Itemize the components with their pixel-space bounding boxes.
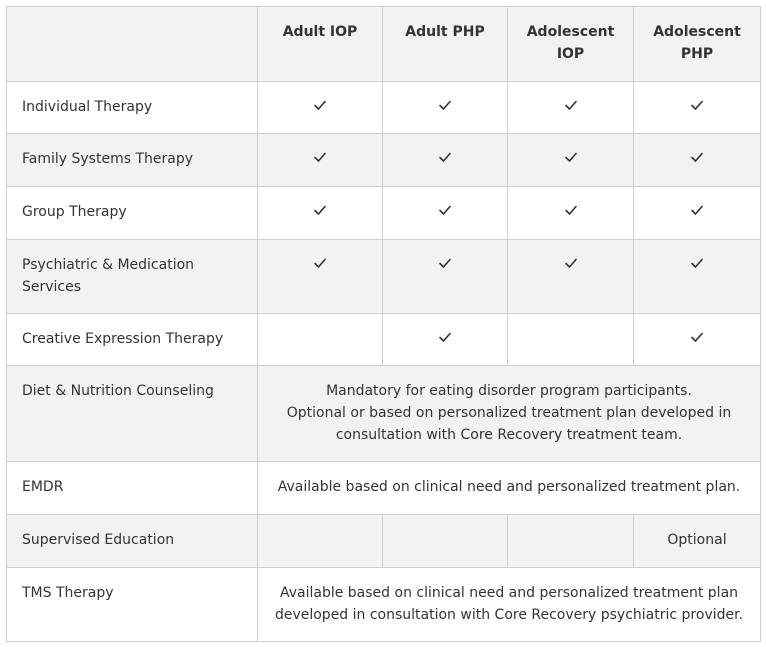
adolescent-iop-cell (508, 515, 634, 568)
checkmark-icon (313, 98, 327, 112)
checkmark-icon (564, 150, 578, 164)
adolescent-iop-cell (508, 82, 634, 134)
adolescent-iop-cell (508, 240, 634, 314)
adult-iop-cell (258, 314, 383, 366)
table-row (7, 134, 761, 187)
table-row (7, 82, 761, 134)
adolescent-php-cell (634, 187, 761, 240)
header-adolescent-php: Adolescent PHP (634, 7, 761, 82)
adolescent-php-cell (634, 82, 761, 134)
table-row (7, 240, 761, 314)
table-row (7, 462, 761, 515)
adult-php-cell (383, 240, 508, 314)
checkmark-icon (438, 330, 452, 344)
checkmark-icon (564, 203, 578, 217)
table-row (7, 568, 761, 642)
row-label: EMDR (7, 462, 258, 515)
checkmark-icon (690, 330, 704, 344)
checkmark-icon (564, 98, 578, 112)
adult-iop-cell (258, 240, 383, 314)
checkmark-icon (313, 256, 327, 270)
row-label: Group Therapy (7, 187, 258, 240)
checkmark-icon (438, 256, 452, 270)
row-label: Individual Therapy (7, 82, 258, 134)
row-label: Diet & Nutrition Counseling (7, 366, 258, 462)
adolescent-php-cell: Optional (634, 515, 761, 568)
header-blank (7, 7, 258, 82)
adult-php-cell (383, 515, 508, 568)
adult-php-cell (383, 314, 508, 366)
note-text: Mandatory for eating disorder program participants. Optional or based on personalized treatment plan developed in consultation with Core Recovery treatment team. (286, 383, 732, 443)
adult-php-cell (383, 82, 508, 134)
row-label: Creative Expression Therapy (7, 314, 258, 366)
checkmark-icon (690, 150, 704, 164)
checkmark-icon (438, 203, 452, 217)
table-row (7, 187, 761, 240)
checkmark-icon (690, 256, 704, 270)
table-row (7, 314, 761, 366)
checkmark-icon (438, 98, 452, 112)
checkmark-icon (564, 256, 578, 270)
adolescent-iop-cell (508, 314, 634, 366)
row-label: Family Systems Therapy (7, 134, 258, 187)
header-adult-iop: Adult IOP (258, 7, 383, 82)
adult-iop-cell (258, 134, 383, 187)
program-comparison-table (6, 6, 761, 642)
checkmark-icon (438, 150, 452, 164)
table-row (7, 515, 761, 568)
adult-iop-cell (258, 515, 383, 568)
adolescent-php-cell (634, 314, 761, 366)
header-adolescent-iop: Adolescent IOP (508, 7, 634, 82)
program-note (258, 366, 761, 462)
adult-php-cell (383, 187, 508, 240)
header-adult-php: Adult PHP (383, 7, 508, 82)
row-label: Psychiatric & Medication Services (7, 240, 258, 314)
adult-php-cell (383, 134, 508, 187)
adolescent-php-cell (634, 134, 761, 187)
adolescent-iop-cell (508, 134, 634, 187)
table-row (7, 366, 761, 462)
row-label: TMS Therapy (7, 568, 258, 642)
adolescent-iop-cell (508, 187, 634, 240)
adult-iop-cell (258, 187, 383, 240)
checkmark-icon (313, 203, 327, 217)
checkmark-icon (690, 98, 704, 112)
header-row (7, 7, 761, 82)
row-label: Supervised Education (7, 515, 258, 568)
adult-iop-cell (258, 82, 383, 134)
checkmark-icon (313, 150, 327, 164)
program-note: Available based on clinical need and personalized treatment plan. (258, 462, 761, 515)
program-note: Available based on clinical need and personalized treatment plan developed in consultation with Core Recovery psychiatric provider. (258, 568, 761, 642)
checkmark-icon (690, 203, 704, 217)
adolescent-php-cell (634, 240, 761, 314)
